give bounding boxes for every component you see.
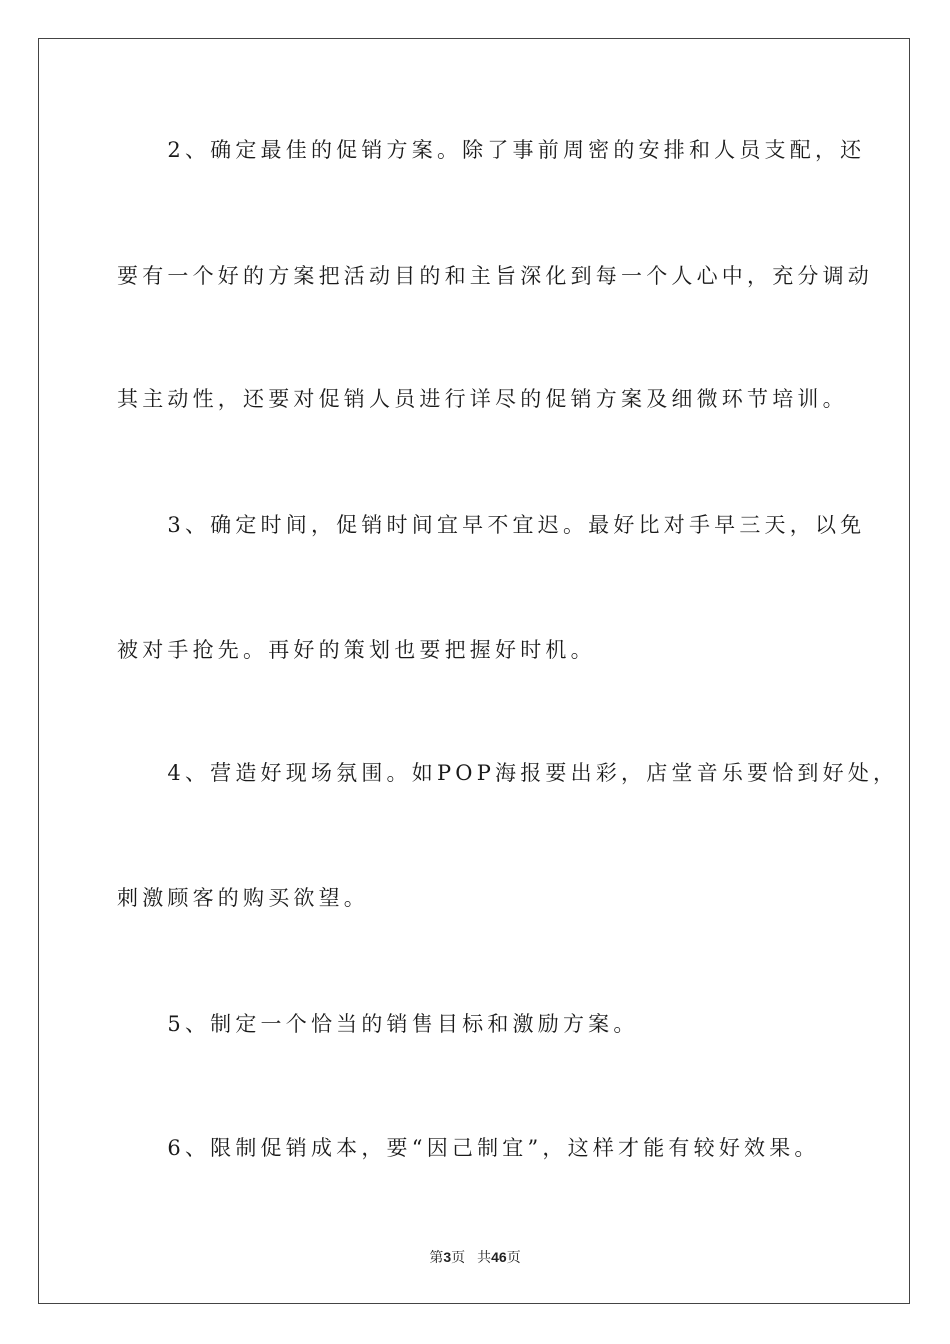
total-suffix: 页 bbox=[506, 1250, 521, 1266]
page-border bbox=[38, 38, 910, 1304]
paragraph-line: 要有一个好的方案把活动目的和主旨深化到每一个人心中，充分调动 bbox=[117, 264, 873, 288]
paragraph-line: 被对手抢先。再好的策划也要把握好时机。 bbox=[117, 638, 596, 662]
paragraph-line: 刺激顾客的购买欲望。 bbox=[117, 886, 369, 910]
total-pages: 46 bbox=[491, 1249, 507, 1265]
page-prefix: 第 bbox=[429, 1250, 444, 1266]
paragraph-line: 2、确定最佳的促销方案。除了事前周密的安排和人员支配，还 bbox=[117, 138, 866, 162]
page-suffix: 页 bbox=[451, 1250, 466, 1266]
total-prefix: 共 bbox=[477, 1250, 492, 1266]
paragraph-line: 其主动性，还要对促销人员进行详尽的促销方案及细微环节培训。 bbox=[117, 387, 848, 411]
page-number: 3 bbox=[443, 1249, 452, 1265]
paragraph-line: 5、制定一个恰当的销售目标和激励方案。 bbox=[117, 1012, 639, 1036]
paragraph-line: 4、营造好现场氛围。如POP海报要出彩，店堂音乐要恰到好处， bbox=[117, 761, 899, 785]
page-footer bbox=[0, 1248, 950, 1267]
paragraph-line: 6、限制促销成本，要“因己制宜”，这样才能有较好效果。 bbox=[117, 1136, 820, 1160]
paragraph-line: 3、确定时间，促销时间宜早不宜迟。最好比对手早三天，以免 bbox=[117, 513, 866, 537]
